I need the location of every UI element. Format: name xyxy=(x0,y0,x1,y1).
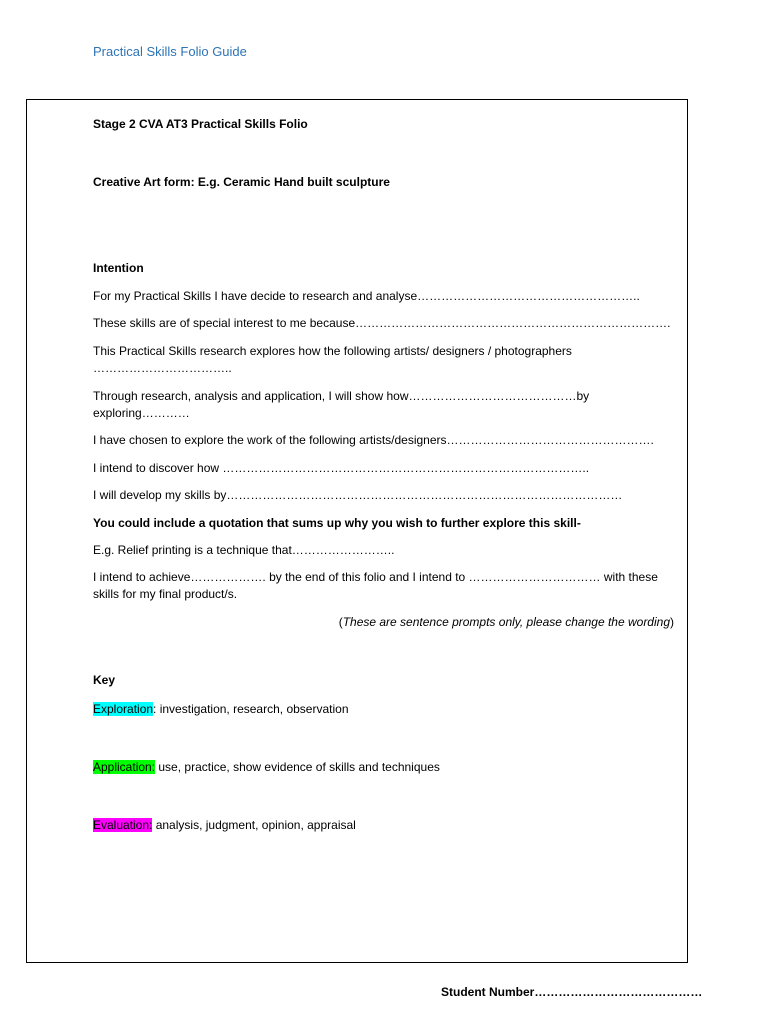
key-desc-application: use, practice, show evidence of skills and techniques xyxy=(155,760,440,774)
key-desc-exploration: : investigation, research, observation xyxy=(153,702,349,716)
key-term-exploration: Exploration xyxy=(93,702,154,716)
student-number-field: Student Number…………………………………… xyxy=(441,985,703,999)
key-evaluation xyxy=(93,817,673,834)
prompt-relief-example: E.g. Relief printing is a technique that…………………….. xyxy=(93,543,395,557)
prompt-artists-explore: This Practical Skills research explores how the following artists/ designers / photographers …………………………….. xyxy=(93,344,572,375)
prompt-develop-skills: I will develop my skills by……………………………………………………………………………………… xyxy=(93,488,623,502)
key-term-evaluation: Evaluation: xyxy=(93,818,153,832)
prompt-research: For my Practical Skills I have decide to research and analyse……………………………………………….. xyxy=(93,289,640,303)
note-open-paren: ( xyxy=(338,615,343,629)
key-exploration xyxy=(93,701,673,718)
prompt-quotation: You could include a quotation that sums up why you wish to further explore this skill- xyxy=(93,516,581,530)
prompt-show-how: Through research, analysis and application, I will show how……………………………………by exploring………… xyxy=(93,389,590,420)
key-term-application: Application: xyxy=(93,760,156,774)
note-text: These are sentence prompts only, please change the wording xyxy=(342,615,670,629)
prompt-discover: I intend to discover how ……………………………………………………………………………….. xyxy=(93,461,590,475)
prompt-achieve: I intend to achieve………………. by the end of this folio and I intend to …………………………… with these skills for my final product/s. xyxy=(93,570,658,601)
key-heading: Key xyxy=(93,673,116,687)
prompt-chosen-artists: I have chosen to explore the work of the following artists/designers……………………………………………. xyxy=(93,433,654,447)
key-desc-evaluation: analysis, judgment, opinion, appraisal xyxy=(152,818,356,832)
key-application xyxy=(93,759,673,776)
intention-heading: Intention xyxy=(93,261,144,275)
note-close-paren: ) xyxy=(670,615,674,629)
sentence-prompt-note xyxy=(339,614,674,631)
prompt-interest: These skills are of special interest to me because……………………………………………………………………. xyxy=(93,316,671,330)
page-header-title: Practical Skills Folio Guide xyxy=(93,44,247,59)
art-form-line: Creative Art form: E.g. Ceramic Hand built sculpture xyxy=(93,175,390,189)
stage-title: Stage 2 CVA AT3 Practical Skills Folio xyxy=(93,117,308,131)
